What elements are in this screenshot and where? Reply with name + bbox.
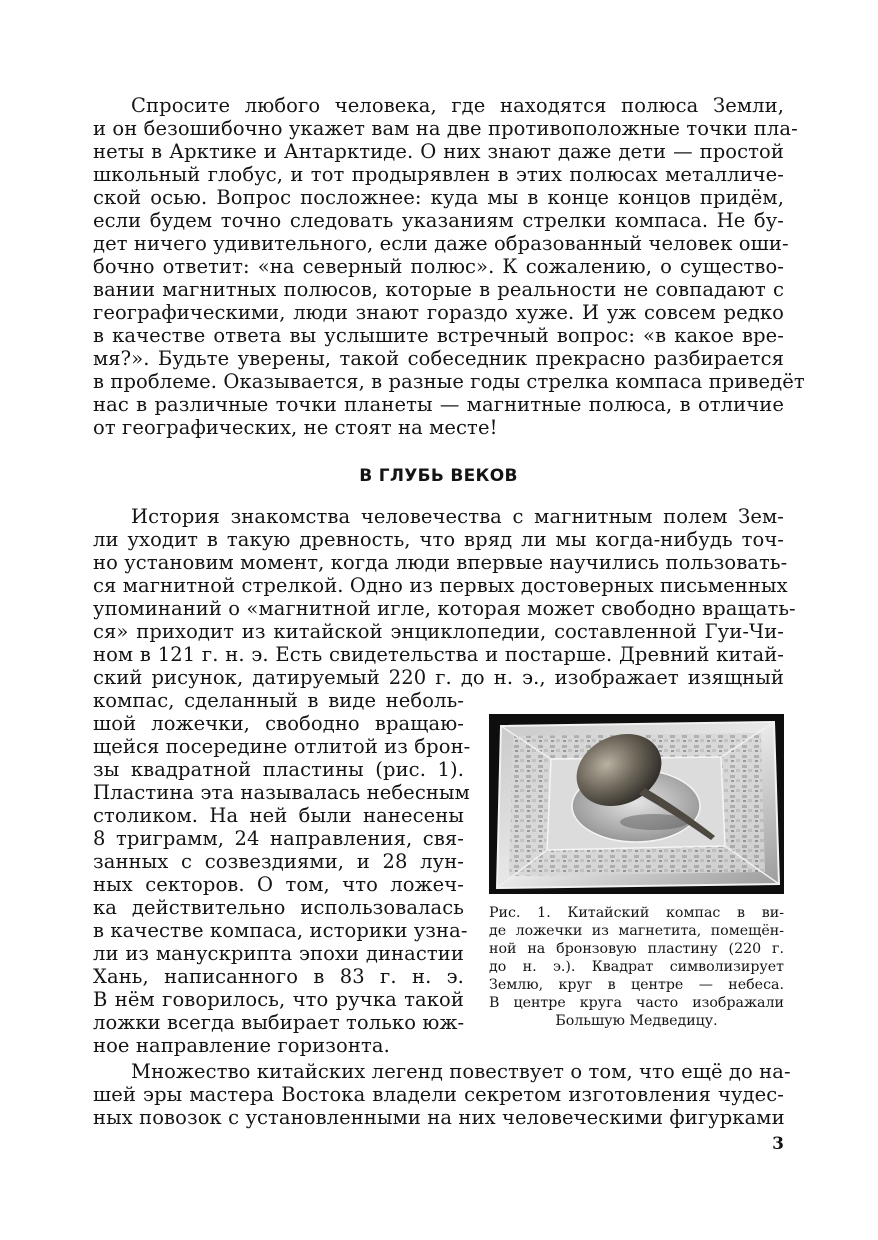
text-line: ся» приходит из китайской энциклопедии, составленной Гуи-Чи- — [93, 620, 784, 643]
text-line: если будем точно следовать указаниям стрелки компаса. Не бу- — [93, 209, 784, 232]
text-line: в проблеме. Оказывается, в разные годы стрелка компаса приведёт — [93, 370, 805, 393]
text-line: занных с созвездиями, и 28 лун- — [93, 850, 464, 873]
caption-line: до н. э.). Квадрат символизирует — [489, 959, 784, 975]
text-line: щейся посередине отлитой из брон- — [93, 735, 471, 758]
text-line: географическими, люди знают гораздо хуже. И уж совсем редко — [93, 301, 784, 324]
text-line: Множество китайских легенд повествует о том, что ещё до на- — [131, 1060, 791, 1083]
text-line: в качестве ответа вы услышите встречный вопрос: «в какое вре- — [93, 324, 784, 347]
text-line: ся магнитной стрелкой. Одно из первых достоверных письменных — [93, 574, 788, 597]
text-line: нас в различные точки планеты — магнитные полюса, в отличие — [93, 393, 784, 416]
text-line: бочно ответит: «на северный полюс». К сожалению, о существо- — [93, 255, 784, 278]
caption-line: де ложечки из магнетита, помещён- — [489, 923, 784, 939]
text-line: но установим момент, когда люди впервые научились пользовать- — [93, 551, 788, 574]
caption-line: Большую Медведицу. — [555, 1013, 718, 1029]
text-line: ли уходит в такую древность, что вряд ли мы когда-нибудь точ- — [93, 528, 784, 551]
text-line: вании магнитных полюсов, которые в реальности не совпадают с — [93, 278, 784, 301]
spoon-compass-icon — [489, 714, 784, 894]
text-line: История знакомства человечества с магнитным полем Зем- — [131, 505, 784, 528]
text-line: ской осью. Вопрос посложнее: куда мы в конце концов придём, — [93, 186, 784, 209]
text-line: 8 триграмм, 24 направления, свя- — [93, 827, 464, 850]
text-line: столиком. На ней были нанесены — [93, 804, 464, 827]
text-line: и он безошибочно укажет вам на две противоположные точки пла- — [93, 117, 798, 140]
caption-line: ной на бронзовую пластину (220 г. — [489, 941, 784, 957]
text-line: в качестве компаса, историки узна- — [93, 919, 468, 942]
caption-line: В центре круга часто изображали — [489, 995, 784, 1011]
text-line: ский рисунок, датируемый 220 г. до н. э., изображает изящный — [93, 666, 784, 689]
section-heading: В ГЛУБЬ ВЕКОВ — [359, 466, 518, 486]
text-line: ка действительно использовалась — [93, 896, 464, 919]
text-line: зы квадратной пластины (рис. 1). — [93, 758, 464, 781]
text-line: Спросите любого человека, где находятся полюса Земли, — [131, 94, 784, 117]
caption-line: Землю, круг в центре — небеса. — [489, 977, 784, 993]
text-line: упоминаний о «магнитной игле, которая может свободно вращать- — [93, 597, 796, 620]
text-line: школьный глобус, и тот продырявлен в этих полюсах металличе- — [93, 163, 784, 186]
text-line: ных повозок с установленными на них человеческими фигурками — [93, 1106, 785, 1129]
text-line: компас, сделанный в виде неболь- — [93, 689, 464, 712]
page-number: 3 — [772, 1134, 784, 1154]
text-line: ли из манускрипта эпохи династии — [93, 942, 464, 965]
text-line: дет ничего удивительного, если даже образованный человек оши- — [93, 232, 789, 255]
text-line: неты в Арктике и Антарктиде. О них знают даже дети — простой — [93, 140, 784, 163]
text-line: Пластина эта называлась небесным — [93, 781, 470, 804]
text-line: ное направление горизонта. — [93, 1034, 390, 1057]
figure-spoon-compass — [489, 714, 784, 894]
text-line: от географических, не стоят на месте! — [93, 416, 498, 439]
text-line: ных секторов. О том, что ложеч- — [93, 873, 464, 896]
caption-line: Рис. 1. Китайский компас в ви- — [489, 905, 784, 921]
text-line: ложки всегда выбирает только юж- — [93, 1011, 465, 1034]
text-line: Хань, написанного в 83 г. н. э. — [93, 965, 464, 988]
text-line: шей эры мастера Востока владели секретом изготовления чудес- — [93, 1083, 784, 1106]
text-line: мя?». Будьте уверены, такой собеседник прекрасно разбирается — [93, 347, 784, 370]
text-line: шой ложечки, свободно вращаю- — [93, 712, 464, 735]
text-line: ном в 121 г. н. э. Есть свидетельства и постарше. Древний китай- — [93, 643, 784, 666]
text-line: В нём говорилось, что ручка такой — [93, 988, 464, 1011]
